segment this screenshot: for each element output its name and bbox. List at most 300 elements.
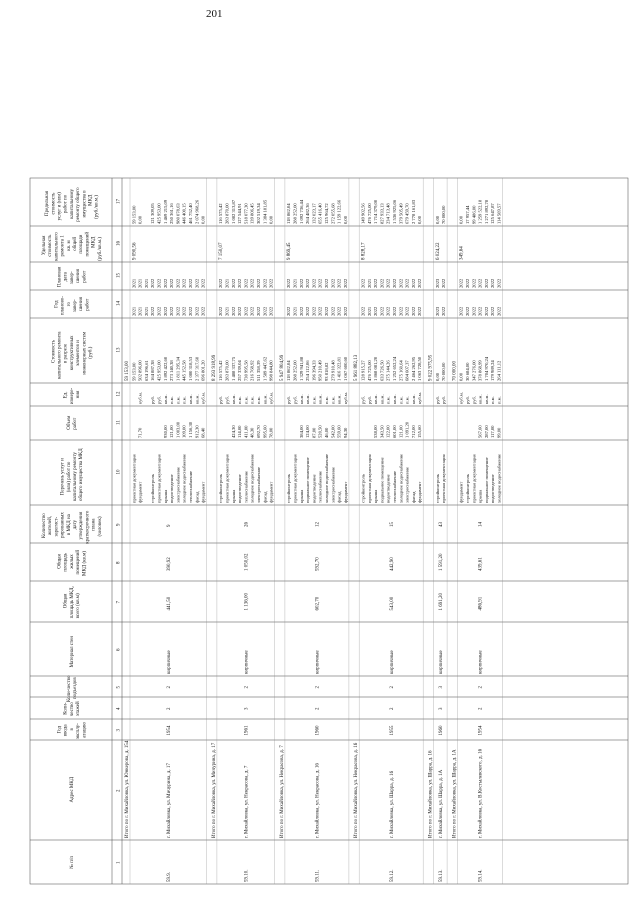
work-volume: 1 156,30 xyxy=(188,421,193,438)
work-cost: 2 464 262,95 xyxy=(410,356,416,381)
work-volume: 424,30 xyxy=(230,425,236,438)
work-cost: 1 080 318,53 xyxy=(188,356,193,381)
work-deadline: 2022 xyxy=(417,278,423,288)
work-cost: 273 140,38 xyxy=(169,360,175,381)
work-cost: 0,00 xyxy=(458,372,464,381)
work-deadline: 2023 xyxy=(434,278,440,288)
work-cost: 1 067 600,60 xyxy=(342,356,348,381)
table-frame xyxy=(30,178,628,884)
work-cost: 2 377 317,60 xyxy=(194,356,200,381)
work-deadline: 2022 xyxy=(268,278,274,288)
header-cost: (руб.) xyxy=(88,346,94,359)
work-unit: кв.м. xyxy=(188,394,193,404)
work-deadline: 2022 xyxy=(262,278,268,288)
work-year: 2022 xyxy=(458,306,464,316)
row-number: 59.9. xyxy=(166,872,172,882)
header-max_cost: работ по xyxy=(63,194,69,214)
work-max-cost: 132 023,17 xyxy=(311,203,317,224)
header-max_cost: ремонту общего xyxy=(76,187,82,222)
header-max_cost: стоимость xyxy=(51,192,57,215)
header-year_plan: Год xyxy=(54,300,60,308)
group-total-label: Итого по г. Михайловка, ул. Шарра, д. 1А xyxy=(452,749,458,838)
work-volume: 520,50 xyxy=(317,425,323,438)
header-entrances: подъездов xyxy=(73,677,78,700)
work-deadline: 2021 xyxy=(292,278,298,288)
work-cost: 476 725,00 xyxy=(366,360,372,381)
work-max-cost: 0,00 xyxy=(137,215,143,224)
build-year: 1954 xyxy=(478,725,484,736)
work-cost: 511 358,39 xyxy=(256,360,261,381)
group-total-cost: 5 947 804,99 xyxy=(279,354,285,381)
work-year: 2022 xyxy=(298,306,304,316)
work-type: проектная документация xyxy=(224,454,230,503)
group-total-cost: 5 961 882,13 xyxy=(354,354,360,381)
work-type: водоотведение xyxy=(385,474,391,503)
group-total-label: Итого по г. Михайловка, ул. Некрасова, д. 7 xyxy=(279,745,285,838)
work-year: 2022 xyxy=(218,306,224,316)
header-max_cost: МКД xyxy=(88,194,94,206)
header-work_types: (или) работ по xyxy=(66,461,72,493)
work-unit: куб.м. xyxy=(458,392,464,404)
work-year: 2022 xyxy=(237,306,243,316)
wall-material: кирпичные xyxy=(478,650,484,674)
work-year: 2021 xyxy=(366,306,372,316)
work-cost: 445 152,58 xyxy=(181,360,187,381)
floors: 2 xyxy=(315,707,321,710)
work-max-cost: 288 252,00 xyxy=(292,203,298,224)
house-address: г. Михайловка, ул. Некрасова, д. 7 xyxy=(244,765,250,838)
header-living_area: помещений xyxy=(76,549,82,575)
work-cost: 128 915,27 xyxy=(360,360,366,381)
work-max-cost: 425 953,00 xyxy=(156,203,162,224)
wall-material: кирпичные xyxy=(438,650,444,674)
row-number: 59.10. xyxy=(244,869,250,882)
work-volume: 1 003,00 xyxy=(175,421,181,438)
header-cost: капитального ремонта xyxy=(57,331,63,379)
work-type: водоотведение xyxy=(490,474,496,503)
work-unit: кв.м. xyxy=(230,394,236,404)
header-total_area: Общая xyxy=(63,593,69,609)
group-total-cost: 8 293 918,99 xyxy=(211,354,217,381)
work-unit: руб. xyxy=(286,396,292,404)
work-type: теплоснабжение xyxy=(188,470,193,503)
work-max-cost: 59 153,00 xyxy=(131,205,137,224)
header-specific_cost: кв. м xyxy=(66,240,72,251)
entrances: 2 xyxy=(478,686,484,689)
work-cost: 1 063 728,50 xyxy=(417,356,423,381)
work-unit: руб. xyxy=(360,396,366,404)
work-year: 2022 xyxy=(162,306,168,316)
work-max-cost: 1 082 313,87 xyxy=(230,199,236,224)
work-type: проектная документация xyxy=(366,454,372,503)
work-cost: 93 818,82 xyxy=(324,362,329,381)
work-max-cost: 2 778 161,83 xyxy=(410,199,416,224)
header-residents: дату xyxy=(73,520,78,530)
group-total-cost: 59 153,00 xyxy=(125,361,130,381)
work-type: электроснабжение xyxy=(256,466,261,503)
work-unit: руб. xyxy=(434,396,440,404)
column-number: 6 xyxy=(116,648,122,651)
work-year: 2022 xyxy=(483,306,489,316)
work-deadline: 2022 xyxy=(477,278,483,288)
header-residents: Количество xyxy=(42,513,47,538)
header-residents: жителей, xyxy=(48,515,54,536)
work-max-cost: 0,00 xyxy=(268,215,274,224)
work-volume: 1 091,20 xyxy=(404,421,410,438)
header-unit: измере- xyxy=(69,387,75,405)
entrances: 3 xyxy=(438,686,444,689)
work-deadline: 2021 xyxy=(131,278,137,288)
wall-material: кирпичные xyxy=(166,650,172,674)
specific-cost: 9 869,45 xyxy=(287,242,293,260)
work-year: 2022 xyxy=(379,306,385,316)
header-living_area: МКД (кв.м) xyxy=(82,551,88,576)
work-max-cost: 125 964,72 xyxy=(324,203,329,224)
work-year: 2021 xyxy=(224,306,230,316)
work-deadline: 2022 xyxy=(181,278,187,288)
work-deadline: 2022 xyxy=(324,278,329,288)
header-specific_cost: помещений xyxy=(85,231,91,257)
work-type: проектная документация xyxy=(471,454,477,503)
work-max-cost: 272 055,68 xyxy=(330,203,336,224)
header-year_plan: завер- xyxy=(73,299,78,313)
work-max-cost: 0,00 xyxy=(434,215,440,224)
work-max-cost: 118 862,04 xyxy=(286,203,292,224)
entrances: 2 xyxy=(244,686,250,689)
work-year: 2022 xyxy=(169,306,175,316)
group-total-label: Итого по г. Михайловка, ул. Некрасова, д. 16 xyxy=(354,742,360,838)
work-deadline: 2022 xyxy=(249,278,255,288)
work-type: проектная документация xyxy=(131,454,137,503)
work-type: стройконтроль xyxy=(465,474,470,503)
header-living_area: площадь xyxy=(63,553,69,572)
work-type: стройконтроль xyxy=(434,474,440,503)
work-type: теплоснабжение xyxy=(392,470,397,503)
wall-material: кирпичные xyxy=(389,650,395,674)
residents: 14 xyxy=(478,522,484,527)
work-deadline: 2022 xyxy=(200,278,206,288)
residents: 15 xyxy=(389,522,395,527)
total-area: 441,50 xyxy=(166,596,172,611)
work-year: 2022 xyxy=(311,306,317,316)
row-number: 59.12. xyxy=(389,869,395,882)
header-specific_cost: площади xyxy=(79,234,85,254)
work-unit: кв.м. xyxy=(392,394,397,404)
work-max-cost: 679 459,70 xyxy=(404,203,410,224)
work-deadline: 2022 xyxy=(360,278,366,288)
work-year: 2022 xyxy=(441,306,447,316)
column-number: 9 xyxy=(116,523,122,526)
work-year: 2022 xyxy=(256,306,261,316)
work-cost: 1 892 422,60 xyxy=(162,356,168,381)
work-volume: 155,60 xyxy=(417,425,423,438)
work-deadline: 2021 xyxy=(224,278,230,288)
work-type: стройконтроль xyxy=(150,474,156,503)
header-specific_cost: ремонта 1 xyxy=(60,235,66,257)
work-unit: руб. xyxy=(471,396,477,404)
work-year: 2022 xyxy=(194,306,200,316)
work-volume: 71,70 xyxy=(137,427,143,438)
work-deadline: 2022 xyxy=(398,278,404,288)
work-cost: 118 862,04 xyxy=(286,360,292,381)
work-max-cost: 476 725,00 xyxy=(366,203,372,224)
work-deadline: 2022 xyxy=(298,278,304,288)
work-unit: п.м. xyxy=(404,396,410,404)
column-number: 10 xyxy=(116,469,122,475)
header-residents: (человек) xyxy=(97,516,103,537)
work-year: 2022 xyxy=(150,306,156,316)
work-max-cost: 127 544,91 xyxy=(237,203,243,224)
work-year: 2022 xyxy=(268,306,274,316)
work-type: электроснабжение xyxy=(404,466,410,503)
header-specific_cost: Удельная xyxy=(42,235,47,256)
work-deadline: 2022 xyxy=(317,278,323,288)
work-deadline: 2022 xyxy=(311,278,317,288)
header-floors: Коли- xyxy=(63,702,69,715)
work-type: фасад xyxy=(410,491,416,503)
column-number: 4 xyxy=(116,707,122,710)
header-year_plan: го xyxy=(66,301,72,307)
work-volume: 46,00 xyxy=(324,427,329,438)
work-unit: куб.м. xyxy=(342,392,348,404)
work-deadline: 2022 xyxy=(458,278,464,288)
work-deadline: 2021 xyxy=(137,278,143,288)
work-type: подвальное помещение xyxy=(483,457,489,503)
work-year: 2022 xyxy=(324,306,329,316)
header-living_area: жилых xyxy=(69,554,75,569)
header-volume: Объем xyxy=(66,415,72,430)
work-unit: п.м. xyxy=(330,396,336,404)
build-year: 1960 xyxy=(438,725,444,736)
residents: 43 xyxy=(438,522,444,527)
work-max-cost: 518 077,30 xyxy=(243,203,249,224)
residents: 26 xyxy=(244,522,250,527)
work-unit: куб.м. xyxy=(417,392,423,404)
header-specific_cost: МКД xyxy=(91,236,97,248)
work-volume: 124,00 xyxy=(305,425,311,438)
work-unit: руб. xyxy=(150,396,156,404)
work-unit: кв.м. xyxy=(483,394,489,404)
work-max-cost: 1 536 925,06 xyxy=(392,199,397,224)
house-address: г. Михайловка, ул. В.Костылевского, д. 16 xyxy=(478,748,484,838)
work-cost: 59 153,00 xyxy=(131,362,137,381)
work-deadline: 2022 xyxy=(336,278,342,288)
work-unit: п.м. xyxy=(496,396,502,404)
work-year: 2021 xyxy=(137,306,143,316)
work-max-cost: 114 569,57 xyxy=(496,203,502,224)
work-year: 2021 xyxy=(143,306,149,316)
work-type: холодное водоснабжение xyxy=(398,453,404,503)
work-year: 2022 xyxy=(181,306,187,316)
work-deadline: 2022 xyxy=(156,278,162,288)
work-type: крыша xyxy=(477,489,483,503)
work-type: проектная документация xyxy=(441,454,447,503)
residents: 12 xyxy=(315,522,321,527)
work-volume: 68,40 xyxy=(200,427,206,438)
column-number: 17 xyxy=(116,199,122,204)
work-cost: 264 111,12 xyxy=(496,360,502,381)
header-residents: в МКД на xyxy=(66,514,72,536)
column-number: 11 xyxy=(116,420,122,425)
header-num: № п/п xyxy=(69,855,75,869)
work-max-cost: 70 000,00 xyxy=(441,205,447,224)
work-max-cost: 17 957,44 xyxy=(465,205,470,224)
work-type: фундамент xyxy=(200,481,206,503)
work-type: крыша xyxy=(230,489,236,503)
work-type: электроснабжение xyxy=(175,466,181,503)
work-cost: 634 196,61 xyxy=(143,360,149,381)
header-entrances: Коли-чество xyxy=(66,675,72,702)
work-type: электроснабжение xyxy=(330,466,336,503)
work-deadline: 2022 xyxy=(218,278,224,288)
group-total-cost: 70 000,00 xyxy=(452,361,458,381)
work-volume: 559,60 xyxy=(336,425,342,438)
work-year: 2022 xyxy=(410,306,416,316)
total-area: 1 136,00 xyxy=(244,593,250,611)
work-max-cost: 0,00 xyxy=(200,215,206,224)
total-area: 543,00 xyxy=(389,596,395,611)
header-max_cost: капитальному xyxy=(69,189,75,219)
work-type: теплоснабжение xyxy=(243,470,249,503)
work-type: крыша xyxy=(373,489,379,503)
work-unit: п.м. xyxy=(169,396,175,404)
work-year: 2022 xyxy=(496,306,502,316)
column-number: 13 xyxy=(116,347,122,353)
work-cost: 425 953,00 xyxy=(156,360,162,381)
work-deadline: 2022 xyxy=(410,278,416,288)
work-unit: руб. xyxy=(441,396,447,404)
living-area: 1 050,02 xyxy=(244,553,250,571)
work-year: 2022 xyxy=(373,306,379,316)
header-specific_cost: общей xyxy=(73,236,78,251)
work-type: фундамент xyxy=(458,481,464,503)
column-number: 2 xyxy=(116,789,122,792)
work-year: 2022 xyxy=(230,306,236,316)
work-deadline: 2021 xyxy=(366,278,372,288)
work-deadline: 2022 xyxy=(286,278,292,288)
work-deadline: 2022 xyxy=(169,278,175,288)
work-type: подвальное помещение xyxy=(305,457,311,503)
header-cost: Стоимость xyxy=(51,340,57,364)
work-year: 2022 xyxy=(385,306,391,316)
work-year: 2022 xyxy=(477,306,483,316)
column-number: 16 xyxy=(116,241,122,246)
work-cost: 283 870,00 xyxy=(224,360,230,381)
work-type: фундамент xyxy=(342,481,348,503)
work-unit: п.м. xyxy=(398,396,404,404)
work-max-cost: 250 361,16 xyxy=(169,203,175,224)
work-max-cost: 149 902,56 xyxy=(360,203,366,224)
work-cost: 275 144,26 xyxy=(385,360,391,381)
house-address: г. Михайловка, ул. Шарра, д. 16 xyxy=(389,770,395,838)
work-max-cost: 827 933,13 xyxy=(379,203,385,224)
work-cost: 254 112,06 xyxy=(305,360,311,381)
work-volume: 567,60 xyxy=(477,425,483,438)
group-total-cost: 9 022 975,95 xyxy=(428,354,434,381)
header-year_plan: планово- xyxy=(60,296,66,316)
total-area: 486,91 xyxy=(478,596,484,611)
specific-cost: 6 024,22 xyxy=(435,242,441,260)
work-year: 2022 xyxy=(465,306,470,316)
header-unit: Ед. xyxy=(63,391,69,399)
header-cost: конструктивных xyxy=(69,335,75,371)
work-max-cost: 655 416,40 xyxy=(317,203,323,224)
work-unit: п.м. xyxy=(175,396,181,404)
header-cost: инженерных систем xyxy=(82,331,88,375)
column-number: 3 xyxy=(116,729,122,732)
work-type: водоотведение xyxy=(237,474,243,503)
work-volume: 87,00 xyxy=(311,427,317,438)
header-cost: в разрезе xyxy=(63,343,69,364)
header-volume: работ xyxy=(73,417,78,430)
work-deadline: 2022 xyxy=(441,278,447,288)
work-volume: 109,00 xyxy=(181,425,187,438)
work-deadline: 2022 xyxy=(230,278,236,288)
work-year: 2022 xyxy=(286,306,292,316)
work-unit: п.м. xyxy=(237,396,243,404)
entrances: 2 xyxy=(315,686,321,689)
work-max-cost: 121 309,05 xyxy=(150,203,156,224)
column-number: 7 xyxy=(116,601,122,604)
work-max-cost: 1 259 522,18 xyxy=(477,199,483,224)
work-type: подвальное помещение xyxy=(379,457,385,503)
work-unit: куб.м. xyxy=(268,392,274,404)
work-unit: кв.м. xyxy=(373,394,379,404)
total-area: 602,70 xyxy=(315,596,321,611)
work-cost: 1 868 081,20 xyxy=(373,356,379,381)
work-cost: 1 704 970,24 xyxy=(483,356,489,381)
work-type: водоотведение xyxy=(311,474,317,503)
work-max-cost: 283 870,00 xyxy=(224,203,230,224)
work-volume: 121,00 xyxy=(398,425,404,438)
work-cost: 696 801,20 xyxy=(200,360,206,381)
work-volume: 411,00 xyxy=(243,425,249,438)
work-unit: п.м. xyxy=(181,396,187,404)
work-deadline: 2022 xyxy=(465,278,470,288)
work-type: фундамент xyxy=(417,481,423,503)
work-unit: п.м. xyxy=(311,396,317,404)
work-type: крыша xyxy=(298,489,304,503)
work-type: крыша xyxy=(162,489,168,503)
header-work_types: капитальному ремонту xyxy=(73,452,78,501)
work-year: 2022 xyxy=(317,306,323,316)
header-residents: рированных xyxy=(60,512,66,538)
work-cost: 1 329 941,88 xyxy=(298,356,304,381)
work-year: 2022 xyxy=(360,306,366,316)
work-year: 2022 xyxy=(417,306,423,316)
floors: 2 xyxy=(478,707,484,710)
work-deadline: 2022 xyxy=(330,278,336,288)
work-volume: 94,30 xyxy=(342,427,348,438)
row-number: 59.14. xyxy=(478,869,484,882)
work-cost: 196 394,33 xyxy=(311,360,317,381)
work-volume: 542,00 xyxy=(330,425,336,438)
work-cost: 347 276,00 xyxy=(471,360,477,381)
work-max-cost: 1 384 181,85 xyxy=(262,199,268,224)
wall-material: кирпичные xyxy=(244,650,250,674)
work-deadline: 2022 xyxy=(379,278,385,288)
work-volume: 121,00 xyxy=(169,425,175,438)
work-volume: 930,00 xyxy=(162,425,168,438)
work-volume: 287,00 xyxy=(483,425,489,438)
work-type: фасад xyxy=(194,491,200,503)
header-year: эксплу- xyxy=(76,723,82,740)
work-max-cost: 446 400,15 xyxy=(181,203,187,224)
work-type: теплоснабжение xyxy=(317,470,323,503)
work-cost: 70 000,00 xyxy=(441,362,447,381)
header-year_plan: работ xyxy=(85,298,91,311)
work-unit: руб. xyxy=(465,396,470,404)
